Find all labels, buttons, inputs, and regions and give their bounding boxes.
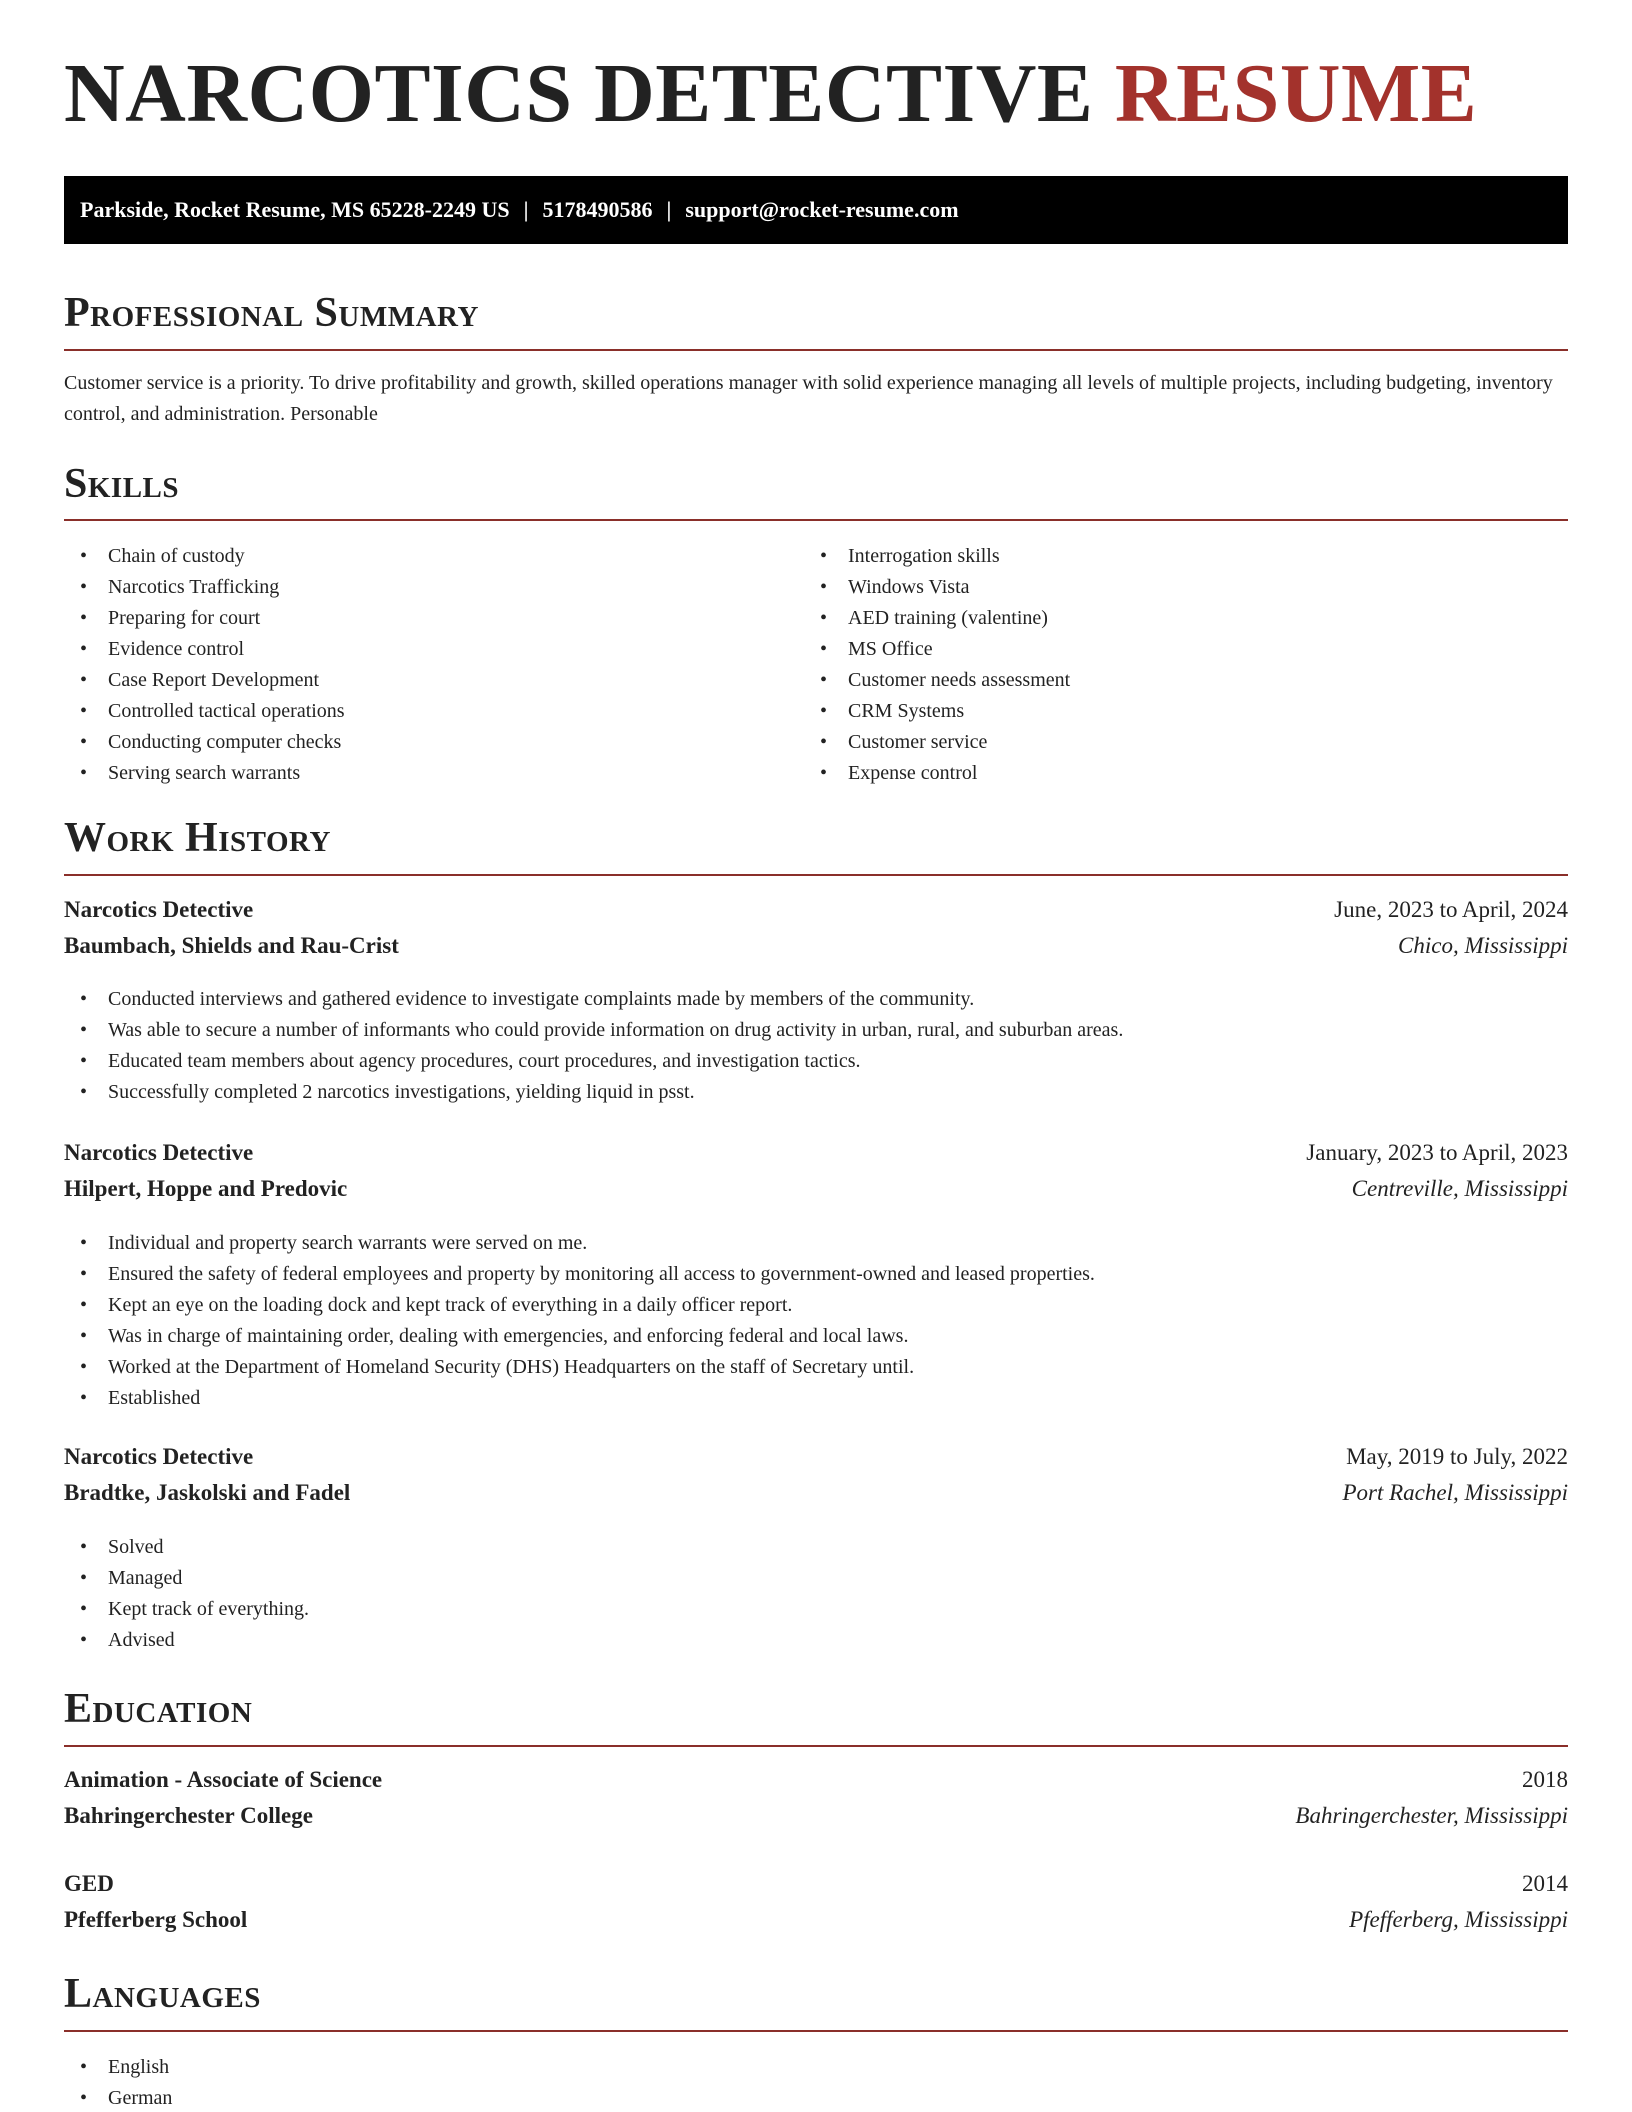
job-duty: • Managed xyxy=(64,1563,1568,1594)
job-header xyxy=(64,1442,1568,1472)
job-duty: • Worked at the Department of Homeland Security (DHS) Headquarters on the staff of Secretary until. xyxy=(64,1352,1568,1383)
language-item: • German xyxy=(64,2083,1568,2112)
job-company: Bradtke, Jaskolski and Fadel xyxy=(64,1480,351,1505)
skill-item: • Preparing for court xyxy=(64,603,804,634)
job-duties xyxy=(64,1532,1568,1656)
section-divider xyxy=(64,2030,1568,2032)
job-duty: • Educated team members about agency procedures, court procedures, and investigation tactics. xyxy=(64,1046,1568,1077)
title-accent: RESUME xyxy=(1114,47,1478,140)
job-title: Narcotics Detective xyxy=(64,897,254,922)
job-header xyxy=(64,895,1568,925)
education-school: Pfefferberg School xyxy=(64,1907,248,1932)
education-header xyxy=(64,1869,1568,1899)
job-employer xyxy=(64,931,1568,961)
skill-item: • Narcotics Trafficking xyxy=(64,572,804,603)
work-history-heading: Work History xyxy=(64,815,331,861)
job-location: Centreville, Mississippi xyxy=(1351,1176,1568,1201)
job-company: Baumbach, Shields and Rau-Crist xyxy=(64,933,399,958)
contact-phone: 5178490586 xyxy=(542,197,653,222)
skill-item: • Expense control xyxy=(804,758,1568,789)
education-location: Pfefferberg, Mississippi xyxy=(1349,1907,1568,1932)
skill-item: • Customer service xyxy=(804,727,1568,758)
job-duty: • Individual and property search warrants were served on me. xyxy=(64,1228,1568,1259)
job-title: Narcotics Detective xyxy=(64,1444,254,1469)
section-divider xyxy=(64,1745,1568,1747)
education-school-row xyxy=(64,1905,1568,1935)
education-school: Bahringerchester College xyxy=(64,1803,313,1828)
language-item: • English xyxy=(64,2052,1568,2083)
skill-item: • Interrogation skills xyxy=(804,541,1568,572)
languages-list xyxy=(64,2052,1568,2112)
skill-item: • Case Report Development xyxy=(64,665,804,696)
job-duty: • Kept an eye on the loading dock and kept track of everything in a daily officer report. xyxy=(64,1290,1568,1321)
job-duty: • Was in charge of maintaining order, dealing with emergencies, and enforcing federal and local laws. xyxy=(64,1321,1568,1352)
contact-bar xyxy=(64,176,1568,244)
job-location: Port Rachel, Mississippi xyxy=(1342,1480,1568,1505)
skill-item: • Controlled tactical operations xyxy=(64,696,804,727)
job-duty: • Kept track of everything. xyxy=(64,1594,1568,1625)
skill-item: • Chain of custody xyxy=(64,541,804,572)
education-heading: Education xyxy=(64,1686,253,1732)
education-location: Bahringerchester, Mississippi xyxy=(1295,1803,1568,1828)
job-duty: • Solved xyxy=(64,1532,1568,1563)
skill-item: • AED training (valentine) xyxy=(804,603,1568,634)
job-header xyxy=(64,1138,1568,1168)
job-company: Hilpert, Hoppe and Predovic xyxy=(64,1176,348,1201)
section-divider xyxy=(64,349,1568,351)
skill-item: • MS Office xyxy=(804,634,1568,665)
job-dates: May, 2019 to July, 2022 xyxy=(1346,1444,1568,1469)
job-duty: • Successfully completed 2 narcotics investigations, yielding liquid in psst. xyxy=(64,1077,1568,1108)
contact-separator: | xyxy=(666,197,672,222)
job-duty: • Advised xyxy=(64,1625,1568,1656)
job-employer xyxy=(64,1174,1568,1204)
job-employer xyxy=(64,1478,1568,1508)
contact-email[interactable]: support@rocket-resume.com xyxy=(685,197,959,222)
education-degree: Animation - Associate of Science xyxy=(64,1767,383,1792)
skill-item: • CRM Systems xyxy=(804,696,1568,727)
education-year: 2014 xyxy=(1522,1871,1568,1896)
languages-heading: Languages xyxy=(64,1971,261,2017)
skill-item: • Windows Vista xyxy=(804,572,1568,603)
skills-list-left xyxy=(64,541,804,789)
job-duty: • Conducted interviews and gathered evidence to investigate complaints made by members of the community. xyxy=(64,984,1568,1015)
summary-heading: Professional Summary xyxy=(64,290,479,336)
summary-text: Customer service is a priority. To drive profitability and growth, skilled operations manager with solid experience managing all levels of multiple projects, including budgeting, inventory control, and administration. Personable xyxy=(64,372,1553,425)
job-duty: • Established xyxy=(64,1383,1568,1414)
contact-separator: | xyxy=(523,197,529,222)
resume-title xyxy=(64,47,1478,140)
skills-heading: Skills xyxy=(64,461,180,507)
section-divider xyxy=(64,874,1568,876)
job-duty: • Ensured the safety of federal employees and property by monitoring all access to government-owned and leased properties. xyxy=(64,1259,1568,1290)
title-main: NARCOTICS DETECTIVE xyxy=(64,47,1094,140)
section-divider xyxy=(64,519,1568,521)
job-location: Chico, Mississippi xyxy=(1398,933,1568,958)
job-duties xyxy=(64,984,1568,1108)
job-duties xyxy=(64,1228,1568,1414)
job-dates: January, 2023 to April, 2023 xyxy=(1306,1140,1568,1165)
skills-list-right xyxy=(804,541,1568,789)
education-degree: GED xyxy=(64,1871,114,1896)
education-school-row xyxy=(64,1801,1568,1831)
job-dates: June, 2023 to April, 2024 xyxy=(1334,897,1568,922)
skill-item: • Customer needs assessment xyxy=(804,665,1568,696)
education-header xyxy=(64,1765,1568,1795)
job-duty: • Was able to secure a number of informants who could provide information on drug activity in urban, rural, and suburban areas. xyxy=(64,1015,1568,1046)
skill-item: • Serving search warrants xyxy=(64,758,804,789)
education-year: 2018 xyxy=(1522,1767,1568,1792)
skill-item: • Evidence control xyxy=(64,634,804,665)
contact-address: Parkside, Rocket Resume, MS 65228-2249 US xyxy=(80,197,510,222)
skill-item: • Conducting computer checks xyxy=(64,727,804,758)
job-title: Narcotics Detective xyxy=(64,1140,254,1165)
